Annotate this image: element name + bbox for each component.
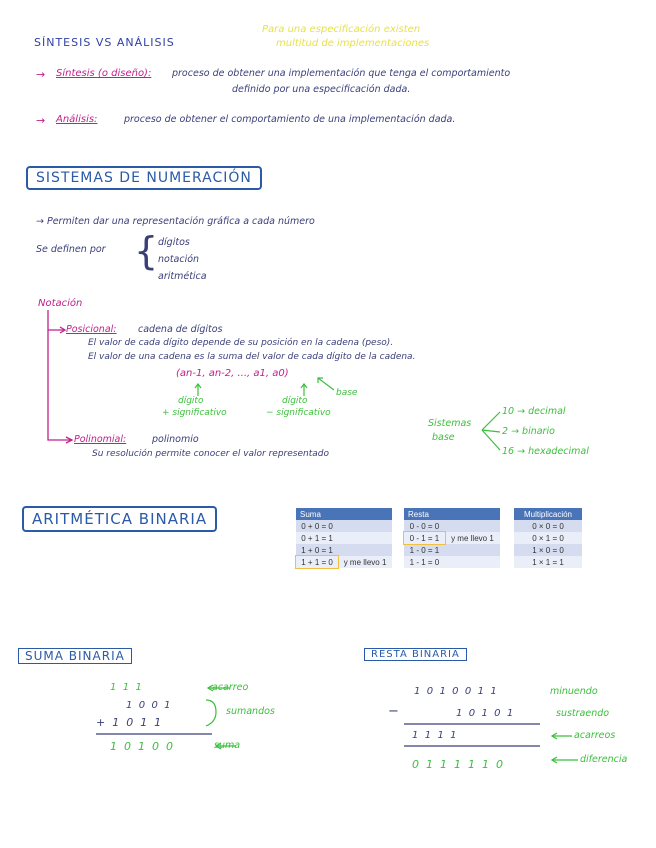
digito-label: dígito	[282, 396, 308, 406]
list-item: dígitos	[158, 237, 190, 248]
posicional-line-1: El valor de cada dígito depende de su posición en la cadena (peso).	[88, 338, 394, 348]
arrow-icon: →	[36, 68, 46, 81]
table-cell: 1 - 1 = 0	[404, 556, 445, 568]
table-header: Resta	[404, 508, 500, 520]
section-title-aritmetica: ARITMÉTICA BINARIA	[22, 506, 217, 532]
minus-sign: −	[388, 704, 399, 719]
table-cell: 0 + 0 = 0	[296, 520, 338, 532]
table-cell: 1 + 0 = 1	[296, 544, 338, 556]
minuendo-digits: 1 0 1 0 0 1 1	[414, 686, 497, 697]
digito-label: dígito	[178, 396, 204, 406]
list-item: notación	[158, 254, 200, 265]
base-label: base	[336, 388, 358, 398]
base-item: 10 → decimal	[502, 406, 566, 417]
polinomial-term: Polinomial:	[74, 434, 127, 445]
sintesis-def-2: definido por una especificación dada.	[232, 84, 411, 95]
section-title-sistemas: SISTEMAS DE NUMERACIÓN	[26, 166, 262, 190]
definen-text: Se definen por	[36, 244, 106, 255]
acarreos-digits: 1 1 1 1	[412, 730, 457, 741]
formula: (an-1, an-2, ..., a1, a0)	[176, 368, 289, 379]
operand-1: 1 0 0 1	[126, 700, 171, 711]
carry-note: y me llevo 1	[445, 532, 500, 544]
operand-2: + 1 0 1 1	[96, 716, 162, 729]
acarreo-digits: 1 1 1	[110, 682, 142, 693]
polinomial-def: polinomio	[152, 434, 199, 445]
permiten-text: → Permiten dar una representación gráfica a cada número	[36, 216, 315, 227]
sustraendo-label: sustraendo	[556, 708, 610, 719]
acarreos-label: acarreos	[574, 730, 616, 741]
table-cell: 0 + 1 = 1	[296, 532, 338, 544]
table-cell: 0 - 1 = 1	[404, 532, 445, 544]
analisis-term: Análisis:	[56, 114, 98, 125]
suma-label: suma	[214, 740, 241, 751]
diferencia-digits: 0 1 1 1 1 1 0	[412, 758, 503, 771]
table-cell: 1 × 0 = 0	[514, 544, 582, 556]
posicional-line-2: El valor de una cadena es la suma del valor de cada dígito de la cadena.	[88, 352, 416, 362]
mas-significativo: + significativo	[162, 408, 227, 418]
notacion-label: Notación	[38, 298, 83, 309]
table-header: Multiplicación	[514, 508, 582, 520]
acarreo-label: acarreo	[212, 682, 249, 693]
polinomial-line: Su resolución permite conocer el valor representado	[92, 449, 329, 459]
list-item: aritmética	[158, 271, 207, 282]
suma-result: 1 0 1 0 0	[110, 740, 173, 753]
section-title-resta-binaria: RESTA BINARIA	[364, 648, 467, 661]
brace-icon: {	[134, 229, 159, 273]
sumandos-label: sumandos	[226, 706, 275, 717]
posicional-def: cadena de dígitos	[138, 324, 223, 335]
table-header: Suma	[296, 508, 392, 520]
sintesis-def-1: proceso de obtener una implementación que tenga el comportamiento	[172, 68, 511, 79]
base-item: 2 → binario	[502, 426, 555, 437]
table-cell: 0 × 0 = 0	[514, 520, 582, 532]
note-line-2: multitud de implementaciones	[276, 38, 430, 49]
section-title-suma-binaria: SUMA BINARIA	[18, 648, 132, 664]
note-line-1: Para una especificación existen	[262, 24, 421, 35]
analisis-def: proceso de obtener el comportamiento de una implementación dada.	[124, 114, 456, 125]
sustraendo-digits: 1 0 1 0 1	[456, 708, 514, 719]
table-cell: 1 + 1 = 0	[296, 556, 338, 568]
table-cell: 1 - 0 = 1	[404, 544, 445, 556]
menos-significativo: − significativo	[266, 408, 331, 418]
table-cell: 0 - 0 = 0	[404, 520, 445, 532]
sintesis-term: Síntesis (o diseño):	[56, 68, 152, 79]
diferencia-label: diferencia	[580, 754, 628, 765]
arrow-icon: →	[36, 114, 46, 127]
sistemas-base-label-2: base	[432, 432, 455, 443]
minuendo-label: minuendo	[550, 686, 598, 697]
posicional-term: Posicional:	[66, 324, 117, 335]
sistemas-base-label-1: Sistemas	[428, 418, 472, 429]
section-title-sintesis-analisis: SÍNTESIS VS ANÁLISIS	[34, 36, 175, 49]
base-item: 16 → hexadecimal	[502, 446, 589, 457]
table-cell: 1 × 1 = 1	[514, 556, 582, 568]
table-cell: 0 × 1 = 0	[514, 532, 582, 544]
carry-note: y me llevo 1	[338, 556, 392, 568]
